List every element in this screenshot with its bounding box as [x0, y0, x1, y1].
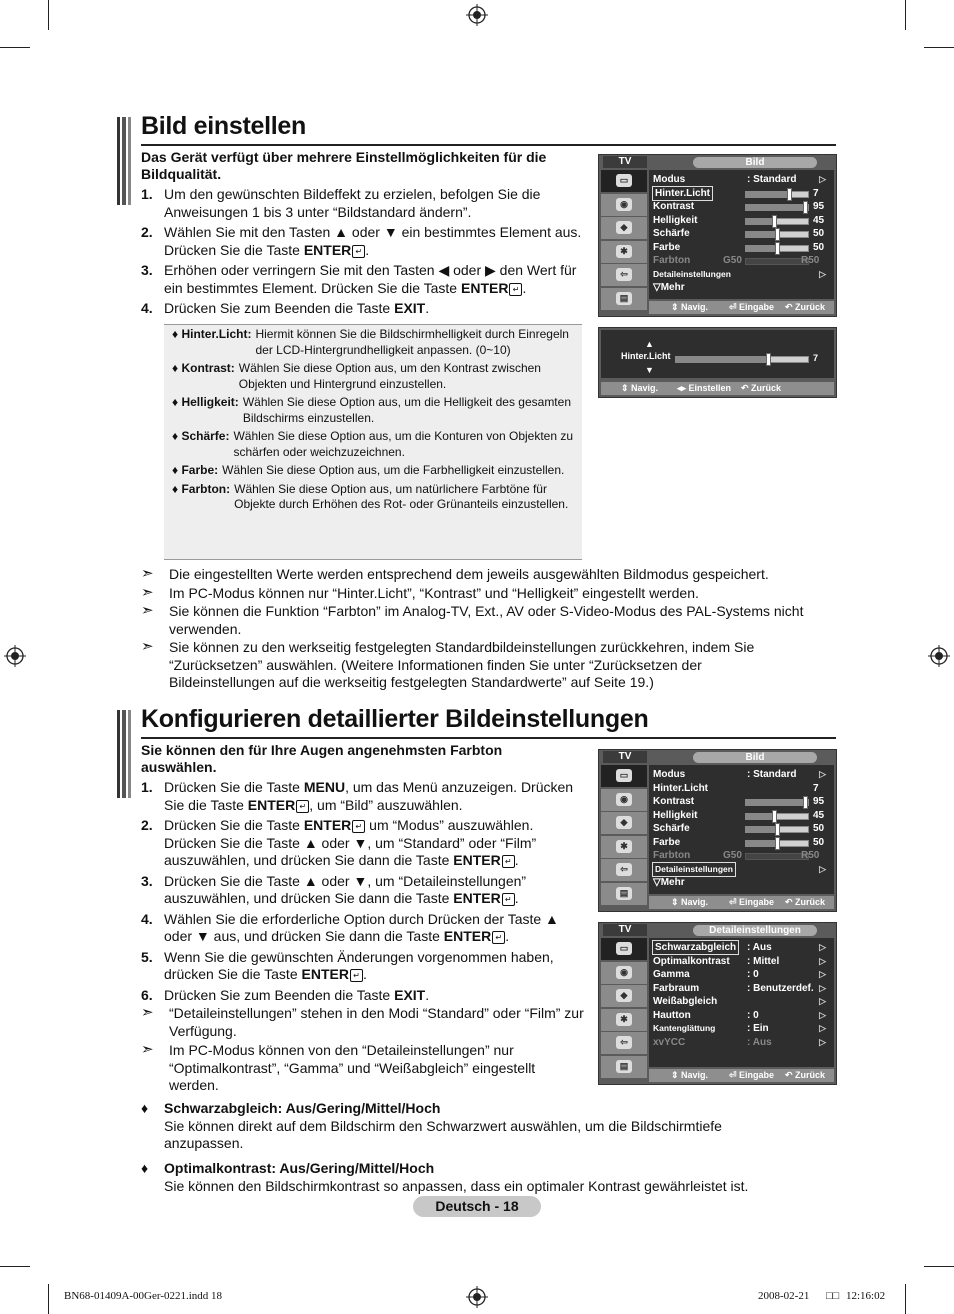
- step-item: [141, 949, 586, 984]
- osd-row-label: Hinter.Licht: [655, 187, 711, 199]
- step-text: .: [514, 852, 519, 868]
- section-rule: [141, 737, 836, 739]
- step-text: Wählen Sie mit den Tasten ▲ oder ▼ ein bestimmtes Element aus. Drücken Sie die Taste: [164, 224, 582, 258]
- osd-menu-row[interactable]: [653, 254, 830, 267]
- note-arrow-icon: ➣: [141, 602, 154, 619]
- support-icon: ▤: [601, 883, 647, 905]
- bullet-heading: Schwarzabgleich: Aus/Gering/Mittel/Hoch: [164, 1100, 441, 1116]
- osd-row-value: : 0: [747, 969, 759, 980]
- step-text: .: [505, 928, 510, 944]
- osd-tv-label: TV: [603, 156, 647, 168]
- note-arrow-icon: ➣: [141, 1041, 154, 1058]
- bullet-text: Sie können direkt auf dem Bildschirm den Schwarzwert auswählen, um die Bildschirmtiefe anzupassen.: [164, 1117, 722, 1151]
- slider-knob[interactable]: [787, 188, 792, 201]
- osd-row-number: 50: [813, 228, 825, 239]
- enter-icon: ↵: [352, 245, 365, 258]
- osd-row-label: xvYCC: [653, 1036, 686, 1048]
- step-list: [141, 779, 586, 1096]
- osd-row-label: Detaileinstellungen: [653, 268, 731, 279]
- step-text: Drücken Sie die Taste ▲ oder ▼, um “Detaileinstellungen” auszuwählen, und drücken Sie dann die Taste: [164, 872, 527, 906]
- channel-icon: ◆: [601, 217, 647, 239]
- step-text: Erhöhen oder verringern Sie mit den Tasten ◀ oder ▶ den Wert für ein bestimmtes Element. Drücken Sie die Taste: [164, 262, 577, 296]
- osd-sidebar: [601, 765, 647, 907]
- osd-row-number: 45: [813, 809, 825, 821]
- osd-sidebar: [601, 170, 647, 312]
- enter-icon: ↵: [296, 800, 309, 813]
- osd-row-label: Optimalkontrast: [653, 955, 730, 967]
- step-text: Drücken Sie die Taste: [164, 779, 304, 795]
- crop-mark: [0, 47, 30, 48]
- osd-tv-label: TV: [603, 924, 647, 936]
- tint-red-label: R50: [801, 850, 820, 861]
- slider-knob[interactable]: [772, 215, 777, 228]
- key-label: ENTER: [301, 966, 349, 982]
- osd-nav-hint: ⇕ Navig.: [671, 302, 709, 312]
- key-label: ENTER: [303, 241, 352, 258]
- osd-back-hint: ↶ Zurück: [785, 897, 826, 907]
- osd-enter-hint: ⏎ Eingabe: [729, 302, 775, 312]
- description-box: [164, 324, 582, 560]
- bullet-item: [141, 1160, 821, 1195]
- note-arrow-icon: ➣: [141, 1004, 154, 1021]
- down-arrow-icon: ▼: [645, 365, 654, 375]
- step-number: 1.: [141, 779, 153, 795]
- enter-icon: ↵: [502, 893, 515, 906]
- key-label: ENTER: [247, 796, 296, 813]
- osd-menu-row[interactable]: [653, 782, 830, 795]
- section-marker: [117, 117, 131, 205]
- key-label: MENU: [303, 779, 346, 795]
- osd-slider[interactable]: [745, 218, 809, 225]
- note-text: Sie können die Funktion “Farbton” im Analog-TV, Ext., AV oder S-Video-Modus des PAL-Systems nicht verwenden.: [169, 603, 804, 637]
- osd-row-value: : Mittel: [747, 955, 780, 967]
- osd-footer: [601, 382, 834, 395]
- step-number: 2.: [141, 817, 153, 833]
- channel-icon: ◆: [601, 985, 647, 1007]
- input-icon: ⇦: [601, 1032, 647, 1054]
- osd-backlight-slider: [598, 327, 837, 398]
- registration-mark-icon: [4, 645, 26, 667]
- chevron-right-icon: ▷: [819, 982, 826, 993]
- osd-content: [649, 170, 834, 299]
- step-number: 4.: [141, 910, 153, 927]
- step-text: .: [362, 966, 367, 982]
- crop-mark: [0, 1266, 30, 1267]
- osd-back-hint: ↶ Zurück: [785, 1070, 826, 1080]
- footer-filename: BN68-01409A-00Ger-0221.indd 18: [64, 1290, 223, 1302]
- crop-mark: [48, 1284, 49, 1314]
- sound-icon: ◉: [601, 194, 647, 216]
- enter-icon: ↵: [492, 931, 505, 944]
- note-item: [141, 566, 821, 584]
- bullet-heading: Optimalkontrast: Aus/Gering/Mittel/Hoch: [164, 1160, 435, 1176]
- step-text: .: [425, 986, 430, 1003]
- enter-icon: ↵: [350, 969, 363, 982]
- osd-menu-row[interactable]: [653, 982, 830, 995]
- key-label: ENTER: [453, 852, 501, 868]
- sound-icon: ◉: [601, 962, 647, 984]
- crop-mark: [905, 1284, 906, 1314]
- osd-row-label: Farbton: [653, 255, 691, 266]
- description-item: [172, 429, 576, 460]
- description-term: ♦ Schärfe:: [172, 429, 230, 443]
- chevron-right-icon: ▷: [819, 1009, 826, 1020]
- tint-slider[interactable]: [745, 258, 809, 265]
- key-label: ENTER: [461, 279, 509, 296]
- osd-slider[interactable]: [745, 813, 809, 820]
- enter-icon: ↵: [509, 283, 522, 296]
- description-term: ♦ Helligkeit:: [172, 395, 239, 409]
- osd-row-label: Farbe: [653, 241, 681, 253]
- chevron-right-icon: ▷: [819, 955, 826, 966]
- step-text: um “Modus” auszuwählen. Drücken Sie die Taste ▲ oder ▼, um “Standard” oder “Film” auszuwählen, und drücken Sie dann die Taste: [164, 817, 537, 868]
- setup-icon: ✱: [601, 1009, 647, 1031]
- section-title: Bild einstellen: [141, 112, 306, 140]
- osd-row-value: : 0: [747, 1009, 759, 1021]
- backlight-slider-track[interactable]: [675, 356, 809, 363]
- page-number: Deutsch - 18: [413, 1196, 541, 1217]
- slider-knob[interactable]: [775, 228, 780, 241]
- step-item: [141, 817, 586, 870]
- chevron-right-icon: ▷: [819, 268, 826, 279]
- key-label: ENTER: [303, 817, 352, 833]
- section-rule: [141, 144, 836, 146]
- step-item: [141, 186, 586, 221]
- osd-menu-row[interactable]: [653, 173, 830, 186]
- osd-menu-row[interactable]: [653, 822, 830, 835]
- osd-row-number: 50: [813, 836, 825, 848]
- key-label: EXIT: [394, 300, 426, 316]
- description-text: Wählen Sie diese Option aus, um die Helligkeit des gesamten Bildschirms einzustellen.: [242, 395, 571, 425]
- osd-row-value: : Standard: [747, 174, 797, 185]
- osd-row-label: Helligkeit: [653, 809, 698, 821]
- osd-slider[interactable]: [745, 799, 809, 806]
- osd-row-value: : Aus: [747, 1036, 772, 1048]
- osd-menu-row[interactable]: [653, 876, 830, 889]
- osd-menu-bild: [598, 749, 837, 912]
- picture-icon: ▭: [601, 765, 647, 787]
- step-number: 5.: [141, 948, 153, 965]
- osd-row-number: 95: [813, 796, 825, 807]
- osd-menu-row[interactable]: [653, 187, 830, 200]
- description-item: [172, 327, 576, 358]
- osd-row-label: Modus: [653, 769, 686, 780]
- crop-mark: [48, 0, 49, 30]
- osd-row-number: 50: [813, 241, 825, 253]
- section-title: Konfigurieren detaillierter Bildeinstellungen: [141, 705, 649, 733]
- osd-nav-hint: ⇕ Navig.: [671, 1070, 709, 1080]
- key-label: ENTER: [443, 928, 492, 944]
- picture-icon: ▭: [601, 938, 647, 960]
- slider-knob[interactable]: [766, 353, 771, 366]
- note-list: [141, 566, 821, 693]
- note-arrow-icon: ➣: [141, 583, 154, 601]
- osd-row-value: : Benutzerdef.: [747, 982, 814, 994]
- osd-row-label: Helligkeit: [653, 214, 698, 226]
- osd-title: Detaileinstellungen: [693, 925, 817, 936]
- bullet-diamond-icon: ♦: [141, 1100, 149, 1116]
- osd-row-label: Weißabgleich: [653, 996, 718, 1007]
- step-text: .: [522, 279, 527, 296]
- note-item: [141, 639, 821, 692]
- note-text: Im PC-Modus können nur “Hinter.Licht”, “Kontrast” und “Helligkeit” eingestellt werden.: [169, 584, 699, 601]
- step-text: Drücken Sie zum Beenden die Taste: [164, 986, 395, 1003]
- up-arrow-icon: ▲: [645, 339, 654, 349]
- slider-value: 7: [813, 353, 819, 363]
- osd-row-number: 45: [813, 214, 825, 226]
- osd-tv-label: TV: [603, 751, 647, 763]
- tint-green-label: G50: [723, 255, 742, 266]
- osd-menu-row[interactable]: [653, 214, 830, 227]
- slider-knob[interactable]: [803, 201, 808, 214]
- registration-mark-icon: [466, 4, 488, 26]
- step-item: [141, 911, 586, 946]
- section-intro: Sie können den für Ihre Augen angenehmsten Farbton auswählen.: [141, 742, 503, 775]
- osd-row-label: Schärfe: [653, 228, 690, 239]
- enter-icon: ↵: [352, 820, 365, 833]
- osd-menu-bild: [598, 154, 837, 317]
- osd-slider[interactable]: [745, 826, 809, 833]
- setup-icon: ✱: [601, 836, 647, 858]
- bullet-item: [141, 1100, 821, 1153]
- osd-row-label: Farbe: [653, 836, 681, 848]
- step-number: 2.: [141, 224, 153, 240]
- osd-menu-row[interactable]: [653, 968, 830, 981]
- chevron-right-icon: ▷: [819, 969, 826, 979]
- osd-menu-row[interactable]: [653, 1036, 830, 1049]
- key-label: ENTER: [453, 890, 501, 906]
- osd-row-label: Modus: [653, 174, 686, 185]
- osd-row-label: ▽Mehr: [653, 282, 685, 293]
- registration-mark-icon: [928, 645, 950, 667]
- osd-row-label: Hautton: [653, 1009, 691, 1021]
- osd-slider-panel: [601, 330, 834, 378]
- osd-row-number: 95: [813, 201, 825, 212]
- osd-row-label: Farbton: [653, 850, 691, 861]
- bullet-diamond-icon: ♦: [141, 1160, 149, 1176]
- step-text: .: [514, 890, 519, 906]
- osd-content: [649, 938, 834, 1067]
- osd-title: Bild: [693, 157, 817, 168]
- osd-row-label: Hinter.Licht: [653, 782, 709, 794]
- chevron-right-icon: ▷: [819, 1036, 826, 1047]
- bullet-text: Sie können den Bildschirmkontrast so anpassen, dass ein optimaler Kontrast gewährleistet ist.: [164, 1177, 749, 1194]
- osd-content: [649, 765, 834, 894]
- slider-knob[interactable]: [803, 796, 808, 809]
- slider-knob[interactable]: [775, 242, 780, 255]
- enter-icon: ↵: [502, 855, 515, 868]
- note-text: “Detaileinstellungen” stehen in den Modi “Standard” oder “Film” zur Verfügung.: [169, 1005, 584, 1039]
- chevron-right-icon: ▷: [819, 174, 826, 184]
- osd-row-label: Gamma: [653, 969, 690, 980]
- chevron-right-icon: ▷: [819, 942, 826, 952]
- step-text: Wählen Sie die erforderliche Option durch Drücken der Taste ▲ oder ▼ aus, und drücken Sie dann die Taste: [164, 910, 559, 944]
- osd-row-label: Kantenglättung: [653, 1023, 716, 1033]
- osd-row-label: ▽Mehr: [653, 877, 685, 888]
- osd-slider[interactable]: [745, 191, 809, 198]
- channel-icon: ◆: [601, 812, 647, 834]
- osd-row-label: Detaileinstellungen: [655, 863, 733, 874]
- osd-footer: [649, 1069, 834, 1082]
- registration-mark-icon: [466, 1286, 488, 1308]
- slider-knob[interactable]: [775, 837, 780, 850]
- step-text: Wenn Sie die gewünschten Änderungen vorgenommen haben, drücken Sie die Taste: [164, 948, 554, 982]
- description-term: ♦ Farbton:: [172, 481, 231, 496]
- step-text: Um den gewünschten Bildeffekt zu erzielen, befolgen Sie die Anweisungen 1 bis 3 unter “Bildstandard ändern”.: [164, 186, 541, 220]
- crop-mark: [924, 1266, 954, 1267]
- osd-menu-row[interactable]: [653, 995, 830, 1008]
- osd-slider[interactable]: [745, 204, 809, 211]
- osd-menu-row[interactable]: [653, 241, 830, 254]
- osd-row-number: 50: [813, 823, 825, 834]
- osd-row-label: Farbraum: [653, 982, 700, 994]
- step-number: 3.: [141, 872, 153, 889]
- step-text: Drücken Sie die Taste: [164, 817, 304, 833]
- step-item: [141, 873, 586, 908]
- chevron-right-icon: ▷: [819, 996, 826, 1006]
- sound-icon: ◉: [601, 789, 647, 811]
- osd-footer: [649, 301, 834, 314]
- description-term: ♦ Kontrast:: [172, 361, 235, 375]
- osd-row-label: Kontrast: [653, 796, 695, 807]
- tint-green-label: G50: [723, 850, 742, 861]
- section-intro: Das Gerät verfügt über mehrere Einstellmöglichkeiten für die Bildqualität.: [141, 149, 547, 182]
- slider-label: Hinter.Licht: [621, 351, 671, 361]
- note-item: [141, 585, 821, 603]
- step-text: .: [365, 241, 370, 258]
- step-text: .: [425, 300, 430, 316]
- osd-row-value: : Standard: [747, 769, 797, 780]
- osd-row-value: : Aus: [747, 942, 772, 953]
- description-item: [172, 395, 576, 426]
- chevron-right-icon: ▷: [819, 1023, 826, 1033]
- footer-time: 12:16:02: [846, 1290, 886, 1302]
- osd-row-number: 7: [813, 782, 819, 794]
- note-text: Im PC-Modus können von den “Detaileinstellungen” nur “Optimalkontrast”, “Gamma” und “Weißabgleich” eingestellt werden.: [169, 1042, 536, 1093]
- osd-menu-row[interactable]: [653, 955, 830, 968]
- osd-menu-row[interactable]: [653, 281, 830, 294]
- chevron-right-icon: ▷: [819, 863, 826, 874]
- osd-menu-row[interactable]: [653, 1009, 830, 1022]
- osd-nav-hint: ⇕ Navig.: [671, 897, 709, 907]
- description-term: ♦ Hinter.Licht:: [172, 327, 252, 341]
- step-item: [141, 224, 586, 259]
- note-text: Die eingestellten Werte werden entsprechend dem jeweils ausgewählten Bildmodus gespeichert.: [169, 566, 769, 582]
- step-list: [141, 186, 586, 321]
- note-item: [141, 603, 821, 638]
- osd-menu-detaileinstellungen: [598, 922, 837, 1085]
- description-text: Wählen Sie diese Option aus, um natürlichere Farbtöne für Objekte durch Erhöhen des Rot- oder Grünanteils einzustellen.: [234, 481, 569, 511]
- section-marker: [117, 710, 131, 798]
- setup-icon: ✱: [601, 241, 647, 263]
- support-icon: ▤: [601, 1056, 647, 1078]
- description-text: Wählen Sie diese Option aus, um die Farbhelligkeit einzustellen.: [222, 463, 565, 477]
- osd-slider[interactable]: [745, 840, 809, 847]
- input-icon: ⇦: [601, 264, 647, 286]
- step-text: Drücken Sie zum Beenden die Taste: [164, 300, 395, 316]
- footer-placeholder-glyphs: □□: [826, 1290, 840, 1302]
- osd-menu-row[interactable]: [653, 849, 830, 862]
- description-text: Wählen Sie diese Option aus, um den Kontrast zwischen Objekten und Hintergrund einzustellen.: [238, 361, 541, 391]
- step-item: [141, 262, 586, 297]
- osd-back-hint: ↶ Zurück: [741, 383, 782, 393]
- osd-row-label: Kontrast: [653, 201, 695, 212]
- description-term: ♦ Farbe:: [172, 463, 219, 477]
- tint-slider[interactable]: [745, 853, 809, 860]
- note-text: Sie können zu den werkseitig festgelegten Standardbildeinstellungen zurückkehren, indem Sie “Zurücksetzen” auswählen. (Weitere Informationen finden Sie unter “Zurücksetzen der Bildeinstellungen auf die werkseitig festgelegten Standardwerte” auf Seite 19.): [169, 639, 755, 690]
- osd-row-label: Schärfe: [653, 823, 690, 834]
- description-text: Hiermit können Sie die Bildschirmhelligkeit durch Einregeln der LCD-Hintergrundhelligkeit anpassen. (0~10): [255, 327, 569, 357]
- osd-menu-row[interactable]: [653, 941, 830, 954]
- osd-menu-row[interactable]: [653, 200, 830, 213]
- osd-menu-row[interactable]: [653, 768, 830, 781]
- osd-row-number: 7: [813, 187, 819, 199]
- step-item: [141, 300, 586, 318]
- key-label: EXIT: [394, 986, 426, 1003]
- osd-footer: [649, 896, 834, 909]
- step-text: , um “Bild” auszuwählen.: [309, 796, 463, 813]
- chevron-right-icon: ▷: [819, 769, 826, 779]
- step-number: 1.: [141, 186, 153, 202]
- slider-knob[interactable]: [772, 810, 777, 823]
- osd-back-hint: ↶ Zurück: [785, 302, 826, 312]
- input-icon: ⇦: [601, 859, 647, 881]
- description-item: [172, 361, 576, 392]
- osd-menu-row[interactable]: [653, 227, 830, 240]
- crop-mark: [924, 47, 954, 48]
- osd-menu-row[interactable]: [653, 268, 830, 281]
- step-item: [141, 779, 586, 814]
- osd-menu-row[interactable]: [653, 1022, 830, 1035]
- step-text: , um das Menü anzuzeigen. Drücken Sie die Taste: [164, 779, 574, 813]
- osd-menu-row[interactable]: [653, 836, 830, 849]
- step-number: 4.: [141, 300, 153, 316]
- support-icon: ▤: [601, 288, 647, 310]
- description-text: Wählen Sie diese Option aus, um die Konturen von Objekten zu schärfen oder weichzuzeichnen.: [233, 429, 574, 459]
- footer-date: 2008-02-21: [758, 1290, 810, 1302]
- osd-row-label: Schwarzabgleich: [655, 942, 737, 953]
- osd-menu-row[interactable]: [653, 795, 830, 808]
- step-item: [141, 987, 586, 1005]
- tint-red-label: R50: [801, 255, 820, 266]
- osd-title: Bild: [693, 752, 817, 763]
- description-item: [172, 463, 576, 479]
- osd-slider[interactable]: [745, 245, 809, 252]
- osd-enter-hint: ⏎ Eingabe: [729, 897, 775, 907]
- osd-enter-hint: ⏎ Eingabe: [729, 1070, 775, 1080]
- osd-sidebar: [601, 938, 647, 1080]
- note-item: [141, 1042, 586, 1095]
- step-number: 3.: [141, 262, 153, 278]
- note-arrow-icon: ➣: [141, 638, 154, 655]
- osd-row-value: : Ein: [747, 1023, 769, 1034]
- description-item: [172, 482, 576, 513]
- note-item: [141, 1005, 586, 1040]
- osd-slider[interactable]: [745, 231, 809, 238]
- slider-knob[interactable]: [775, 823, 780, 836]
- osd-adjust-hint: ◂▸ Einstellen: [677, 383, 732, 393]
- osd-menu-row[interactable]: [653, 809, 830, 822]
- step-number: 6.: [141, 986, 153, 1003]
- crop-mark: [905, 0, 906, 30]
- picture-icon: ▭: [601, 170, 647, 192]
- osd-menu-row[interactable]: [653, 863, 830, 876]
- osd-nav-hint: ⇕ Navig.: [621, 383, 659, 393]
- note-arrow-icon: ➣: [141, 565, 154, 582]
